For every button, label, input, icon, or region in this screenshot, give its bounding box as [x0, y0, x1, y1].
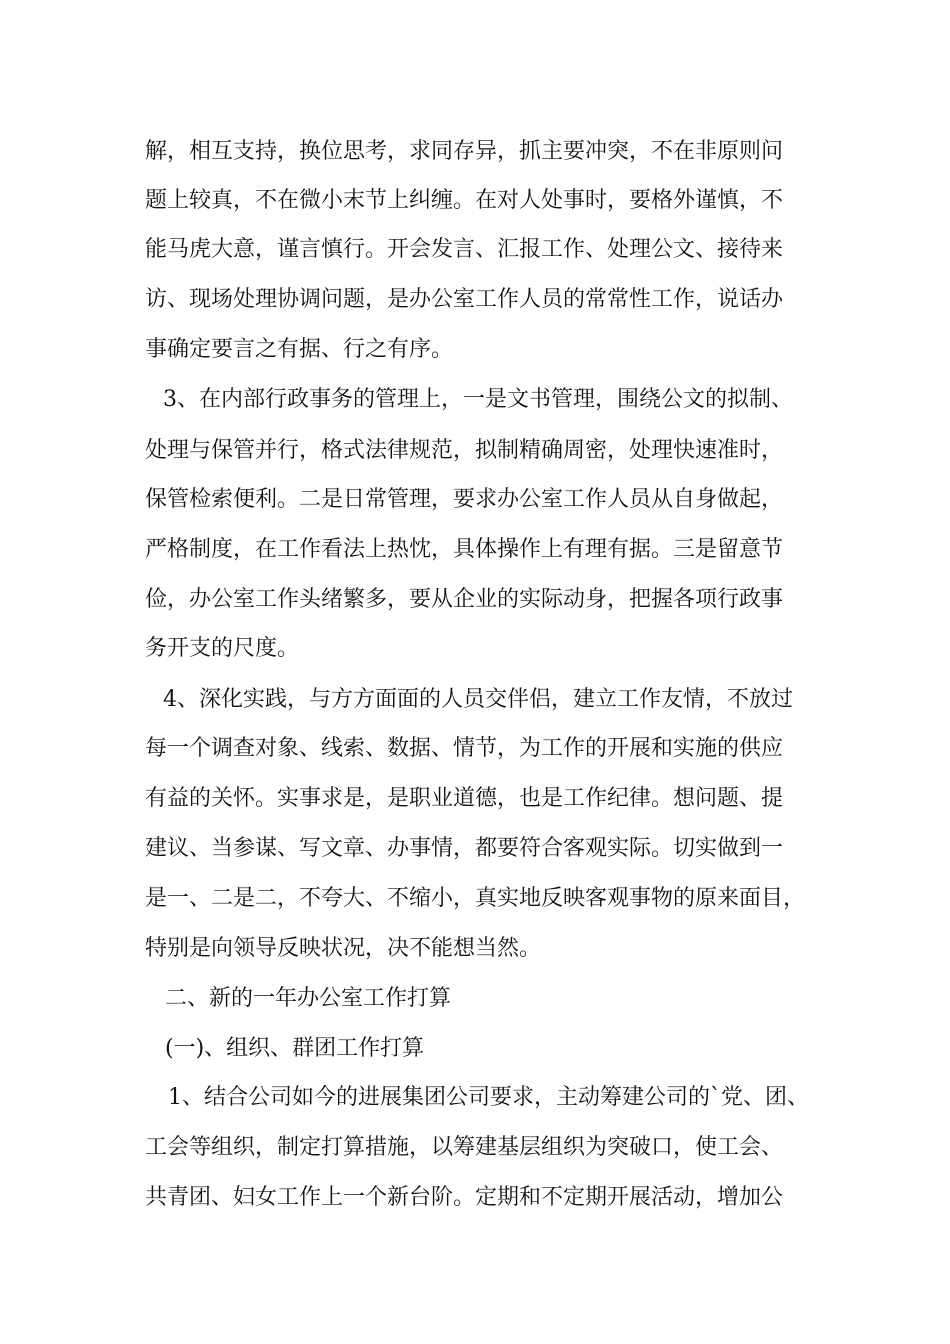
paragraph-start-line: 3、在内部行政事务的管理上，一是文书管理，围绕公文的拟制、	[163, 387, 793, 412]
text-line: 俭，办公室工作头绪繁多，要从企业的实际动身，把握各项行政事	[145, 587, 784, 612]
paragraph-start-line: 1、结合公司如今的进展集团公司要求，主动筹建公司的`党、团、	[168, 1085, 809, 1110]
text-line: 建议、当参谋、写文章、办事情，都要符合客观实际。切实做到一	[145, 836, 784, 861]
text-line: 解，相互支持，换位思考，求同存异，抓主要冲突，不在非原则问	[145, 139, 784, 164]
text-line: 工会等组织，制定打算措施，以筹建基层组织为突破口，使工会、	[145, 1135, 784, 1160]
text-line: 题上较真，不在微小末节上纠缠。在对人处事时，要格外谨慎，不	[145, 188, 784, 213]
text-line: 每一个调查对象、线索、数据、情节，为工作的开展和实施的供应	[145, 736, 784, 761]
text-line: 严格制度，在工作看法上热忱，具体操作上有理有据。三是留意节	[145, 537, 784, 562]
text-line: 是一、二是二，不夸大、不缩小，真实地反映客观事物的原来面目，	[145, 886, 806, 911]
text-line: 处理与保管并行，格式法律规范，拟制精确周密，处理快速准时，	[145, 438, 784, 463]
text-line: 能马虎大意，谨言慎行。开会发言、汇报工作、处理公文、接待来	[145, 237, 784, 262]
text-line: 有益的关怀。实事求是，是职业道德，也是工作纪律。想问题、提	[145, 786, 784, 811]
text-line: 事确定要言之有据、行之有序。	[145, 337, 454, 362]
text-line: 访、现场处理协调问题，是办公室工作人员的常常性工作，说话办	[145, 287, 784, 312]
text-line: 务开支的尺度。	[145, 636, 300, 661]
section-heading: 二、新的一年办公室工作打算	[165, 986, 452, 1011]
subsection-heading: (一)、组织、群团工作打算	[165, 1036, 425, 1061]
text-line: 特别是向领导反映状况，决不能想当然。	[145, 936, 542, 961]
text-line: 共青团、妇女工作上一个新台阶。定期和不定期开展活动，增加公	[145, 1185, 784, 1210]
paragraph-start-line: 4、深化实践，与方方面面的人员交伴侣，建立工作友情，不放过	[163, 687, 793, 712]
text-line: 保管检索便利。二是日常管理，要求办公室工作人员从自身做起，	[145, 487, 784, 512]
